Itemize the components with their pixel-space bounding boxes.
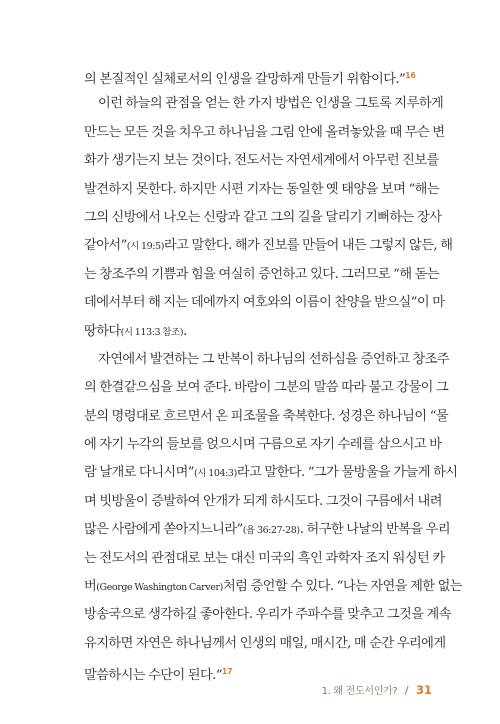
text-line bbox=[84, 204, 442, 232]
text-run: 같아서” bbox=[84, 238, 127, 254]
text-line bbox=[84, 318, 433, 346]
text-run: 는 전도서의 관점대로 보는 대신 미국의 흑인 과학자 조지 워싱턴 카 bbox=[84, 550, 445, 566]
text-line bbox=[84, 488, 442, 516]
page-footer bbox=[252, 682, 432, 697]
text-run: . bbox=[183, 323, 187, 339]
text-line bbox=[84, 261, 440, 289]
text-run: 데에서부터 해 지는 데에까지 여호와의 이름이 찬양을 받으실”이 마 bbox=[84, 295, 445, 311]
text-run: 람 날개로 다니시며” bbox=[84, 465, 194, 481]
text-run: 의 본질적인 실체로서의 인생을 갈망하게 만들기 위함이다.” bbox=[84, 72, 406, 87]
text-run: 분의 명령대로 흐르면서 온 피조물을 축복한다. 성경은 하나님이 “물 bbox=[84, 408, 449, 424]
text-run: 에 자기 누각의 들보를 얹으시며 구름으로 자기 수레를 삼으시고 바 bbox=[84, 437, 442, 453]
text-line bbox=[84, 119, 445, 147]
text-run: 버 bbox=[84, 579, 97, 595]
text-line bbox=[84, 147, 439, 175]
text-run: 발견하지 못한다. 하지만 시편 기자는 동일한 옛 태양을 보며 “해는 bbox=[84, 181, 440, 197]
running-chapter-title: 1. 왜 전도서인가? bbox=[321, 686, 398, 697]
text-run: 처럼 증언할 수 있다. “나는 자연을 제한 없는 bbox=[222, 579, 462, 595]
text-line bbox=[84, 601, 451, 629]
text-line bbox=[84, 459, 458, 487]
text-run: 만드는 모든 것을 치우고 하나님을 그림 안에 올려놓았을 때 무슨 변 bbox=[84, 124, 445, 140]
text-run: 땅하다 bbox=[84, 323, 121, 339]
paragraph bbox=[84, 90, 453, 346]
text-line bbox=[84, 403, 449, 431]
text-line bbox=[84, 289, 445, 317]
page-number: 31 bbox=[415, 683, 432, 697]
scripture-reference: (시 19:5) bbox=[126, 241, 165, 253]
text-line bbox=[84, 176, 440, 204]
paragraph bbox=[84, 346, 462, 687]
text-run: 많은 사람에게 쏟아지느니라” bbox=[84, 522, 243, 538]
text-run: 는 창조주의 기쁨과 힘을 여실히 증언하고 있다. 그러므로 “해 돋는 bbox=[84, 266, 440, 282]
text-line bbox=[84, 573, 462, 601]
text-run: 라고 말한다. 해가 진보를 만들어 내든 그렇지 않든, 해 bbox=[164, 238, 453, 254]
text-run: 유지하면 자연은 하나님께서 인생의 매일, 매시간, 매 순간 우리에게 bbox=[84, 635, 446, 651]
text-line bbox=[84, 90, 444, 118]
text-run: 라고 말한다. “그가 물방울을 가늘게 하시 bbox=[236, 465, 458, 481]
text-run: 의 한결같으심을 보여 준다. 바람이 그분의 말씀 따라 불고 강물이 그 bbox=[84, 380, 449, 396]
scripture-reference: (시 104:3) bbox=[194, 468, 237, 480]
text-line bbox=[84, 232, 453, 260]
text-line bbox=[84, 431, 442, 459]
body-text bbox=[84, 62, 462, 687]
text-run: 그의 신방에서 나오는 신랑과 같고 그의 길을 달리기 기뻐하는 장사 bbox=[84, 209, 442, 225]
scripture-reference: (George Washington Carver) bbox=[96, 582, 223, 594]
footer-separator: / bbox=[404, 685, 409, 697]
footnote-marker: 16 bbox=[405, 71, 416, 80]
scripture-reference: (욥 36:27-28) bbox=[242, 525, 300, 537]
text-line bbox=[84, 516, 451, 544]
text-line bbox=[84, 374, 449, 402]
text-line bbox=[84, 62, 433, 90]
text-run: . 허구한 나날의 반복을 우리 bbox=[299, 522, 451, 538]
text-run: 말씀하시는 수단이 된다.” bbox=[84, 668, 223, 684]
paragraph bbox=[84, 62, 433, 90]
text-run: 이런 하늘의 관점을 얻는 한 가지 방법은 인생을 그토록 지루하게 bbox=[98, 96, 444, 112]
footnote-marker: 17 bbox=[222, 667, 233, 677]
text-run: 방송국으로 생각하길 좋아한다. 우리가 주파수를 맞추고 그것을 계속 bbox=[84, 607, 451, 623]
text-line bbox=[84, 545, 445, 573]
scripture-reference: (시 113:3 참조) bbox=[120, 326, 184, 338]
text-line bbox=[84, 346, 450, 374]
text-run: 며 빗방울이 증발하여 안개가 되게 하시도다. 그것이 구름에서 내려 bbox=[84, 493, 442, 509]
text-run: 화가 생기는지 보는 것이다. 전도서는 자연세계에서 아무런 진보를 bbox=[84, 153, 439, 169]
text-run: 자연에서 발견하는 그 반복이 하나님의 선하심을 증언하고 창조주 bbox=[98, 351, 450, 367]
text-line bbox=[84, 630, 446, 658]
